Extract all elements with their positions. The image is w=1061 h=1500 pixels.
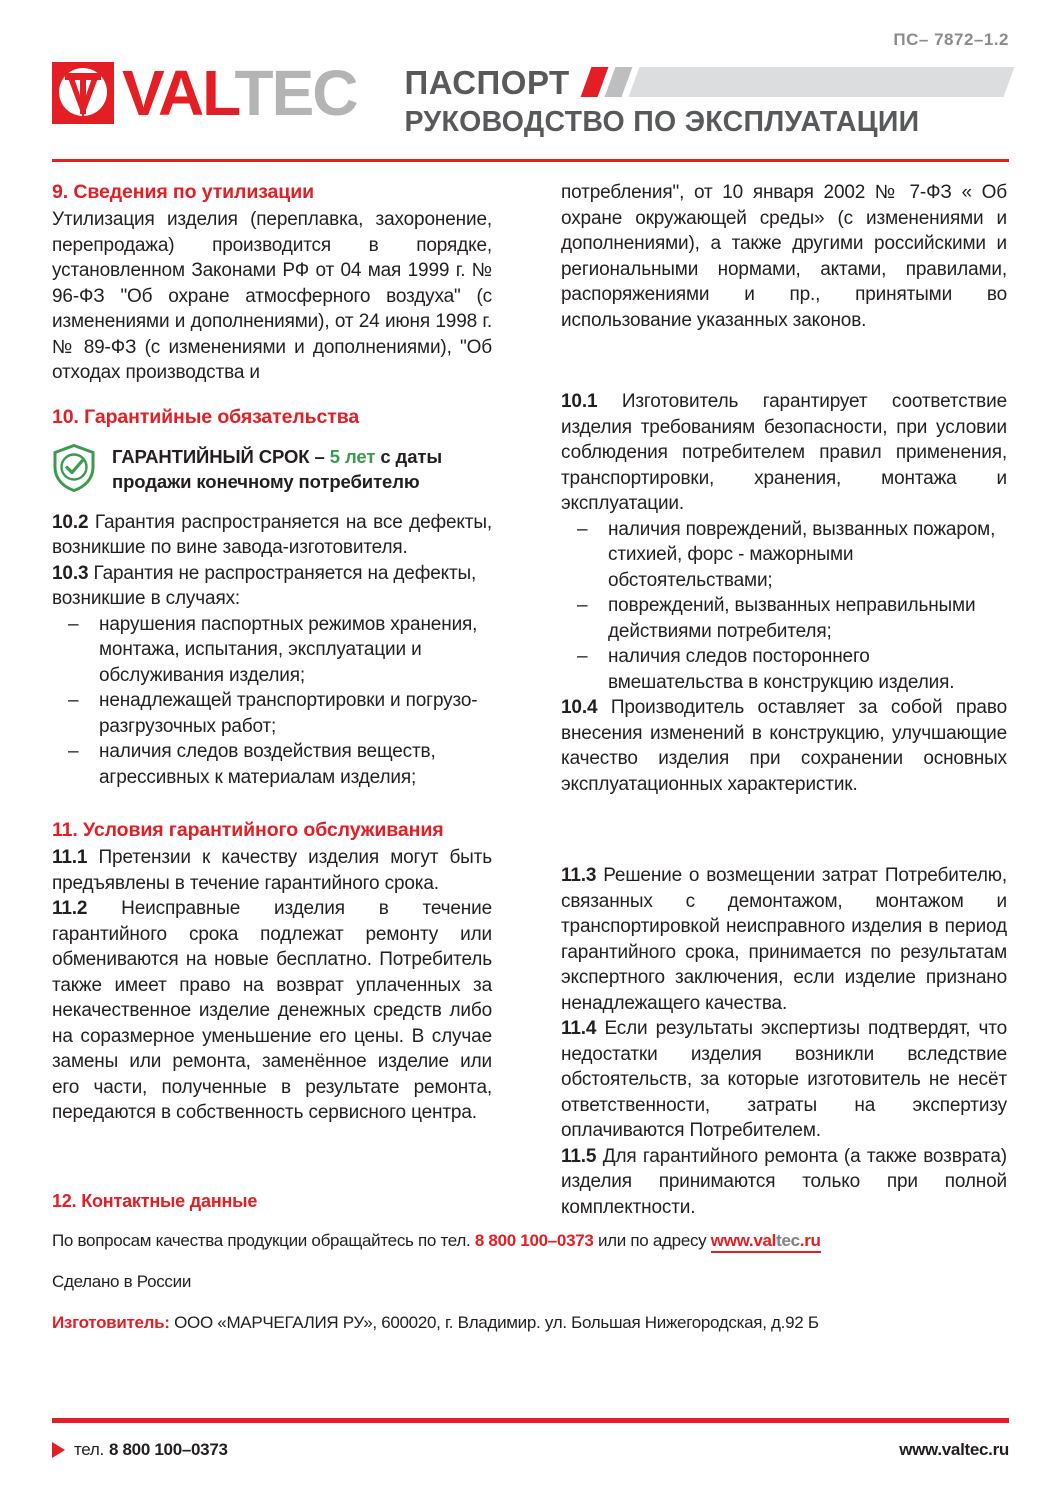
spacer [561,825,1007,853]
header-title-row [405,62,1010,102]
section-9-continuation: потребления", от 10 января 2002 № 7-ФЗ « Об охране окружающей среды» (с изменениями и дополнениями), а также другими российскими и региональными нормами, актами, правилами, распоряжениями и пр., принятыми во использование указанных законов. [561,182,1007,331]
list-item-text: наличия следов воздействия веществ, агрессивных к материалам изделия; [99,741,436,788]
spacer [52,790,492,818]
spacer [561,853,1007,863]
list-item [561,644,1007,695]
slash-light-icon [628,67,1014,97]
site-link-part-3: .ru [799,1231,821,1250]
clause-10-2-number: 10.2 [52,511,89,533]
valtec-wordmark [122,57,357,129]
section-10-heading: 10. Гарантийные обязательства [52,405,360,428]
clause-11-2-number: 11.2 [52,898,88,919]
list-item-text: наличия повреждений, вызванных пожаром, стихией, форс - мажорными обстоятельствами; [608,518,996,591]
document-number: ПС– 7872–1.2 [893,30,1009,49]
warranty-suffix: с даты [375,445,443,467]
shield-check-icon [52,440,98,498]
site-link-part-2: tec [776,1231,800,1250]
footer-divider [52,1418,1009,1423]
quality-contact-line [52,1230,1009,1251]
shield-check-svg [52,443,96,493]
list-item-text: нарушения паспортных режимов хранения, монтажа, испытания, эксплуатации и обслуживания изделия; [99,613,478,686]
section-11-heading: 11. Условия гарантийного обслуживания [52,819,444,841]
section-9-heading: 9. Сведения по утилизации [52,181,314,203]
slash-gray-icon [604,67,632,97]
section-10-1-bullet-list [561,517,1007,696]
quality-phone-number: 8 800 100–0373 [474,1231,594,1250]
manufacturer-label: Изготовитель: [52,1313,170,1332]
list-item-text: наличия следов постороннего вмешательства в конструкцию изделия. [608,646,955,693]
triangle-bullet-icon [52,1442,65,1458]
warranty-prefix: ГАРАНТИЙНЫЙ СРОК – [112,445,330,467]
clause-11-4 [561,1016,1007,1144]
clause-11-3 [561,863,1007,1016]
right-column [561,180,1007,1218]
document-header [52,57,1009,146]
page-footer [52,1418,1009,1460]
page-title: ПАСПОРТ [404,63,570,101]
slash-red-icon [580,67,608,97]
warranty-line-1 [112,444,442,469]
made-in-line: Сделано в России [52,1272,192,1291]
clause-11-2-text: Неисправные изделия в течение гарантийного срока подлежат ремонту или обмениваются на новые бесплатно. Потребитель также имеет право на возврат уплаченных за некачественное изделие денежных средств либо на соразмерное уменьшение его цены. В случае замены или ремонта, заменённое изделие или его части, полученные в результате ремонта, передаются в собственность сервисного центра. [52,898,492,1123]
dash-bullet-icon: – [68,741,79,762]
spacer [52,386,492,405]
list-item [52,739,492,790]
dash-bullet-icon: – [577,595,588,616]
clause-11-1-number: 11.1 [52,847,88,868]
dash-bullet-icon: – [68,690,79,711]
clause-11-4-text: Если результаты экспертизы подтвердят, что недостатки изделия возникли вследствие обстоятельств, за которые изготовитель не несёт ответственности, затраты на экспертизу оплачиваются Потребителем. [561,1018,1007,1141]
clause-10-2-text: Гарантия распространяется на все дефекты, возникшие по вине завода-изготовителя. [52,511,492,558]
clause-10-4-number: 10.4 [561,697,598,718]
page-subtitle: РУКОВОДСТВО ПО ЭКСПЛУАТАЦИИ [404,106,920,138]
clause-10-2 [52,510,492,561]
clause-11-1 [52,845,492,896]
valtec-logo [52,57,357,129]
clause-11-5-number: 11.5 [561,1145,597,1167]
valtec-website-link[interactable] [711,1231,821,1253]
spacer [561,333,1007,361]
list-item [52,688,492,739]
clause-10-3 [52,561,492,612]
column-gutter [498,180,561,1185]
list-item-text: ненадлежащей транспортировки и погрузо-разгрузочных работ; [99,690,478,737]
header-divider [52,159,1009,162]
dash-bullet-icon: – [577,646,588,667]
footer-website[interactable]: www.valtec.ru [899,1440,1009,1459]
spacer [561,361,1007,389]
dash-bullet-icon: – [68,613,79,635]
warranty-years: 5 лет [329,445,376,467]
dash-bullet-icon: – [577,518,588,540]
clause-11-2 [52,896,492,1126]
manufacturer-address: ООО «МАРЧЕГАЛИЯ РУ», 600020, г. Владимир. ул. Большая Нижегородская, д.92 Б [169,1313,819,1332]
list-item [561,593,1007,644]
section-9-paragraph: Утилизация изделия (переплавка, захоронение, перепродажа) производится в порядке, установленном Законами РФ от 04 мая 1999 г. № 96-ФЗ "Об охране атмосферного воздуха" (с изменениями и дополнениями), от 24 июня 1998 г. № 89-ФЗ (с изменениями и дополнениями), "Об отходах производства и [52,209,492,383]
quality-middle-text: или по адресу [593,1231,711,1250]
section-12-heading: 12. Контактные данные [52,1191,258,1211]
clause-10-1 [561,389,1007,517]
footer-row [52,1440,1009,1460]
warranty-badge [52,440,492,498]
footer-phone-block [52,1440,228,1460]
clause-11-5-text: Для гарантийного ремонта (а также возврата) изделия принимаются только при полной комплектности. [561,1145,1007,1218]
section-10-3-bullet-list [52,612,492,791]
list-item [52,612,492,689]
header-title-block [405,60,1010,139]
warranty-line-2: продажи конечному потребителю [112,470,420,492]
left-column [52,180,498,1185]
clause-10-3-text: Гарантия не распространяется на дефекты, возникшие в случаях: [52,562,477,609]
clause-10-4-text: Производитель оставляет за собой право внесения изменений в конструкцию, улучшающие качество изделия при сохранении основных эксплуатационных характеристик. [561,697,1007,795]
list-item-text: повреждений, вызванных неправильными действиями потребителя; [608,595,976,642]
manufacturer-line [52,1312,1009,1333]
clause-10-1-number: 10.1 [561,391,598,412]
list-item [561,517,1007,594]
clause-11-1-text: Претензии к качеству изделия могут быть предъявлены в течение гарантийного срока. [52,847,492,894]
header-slash-decoration [586,67,1009,97]
logo-val-text: VAL [122,57,235,129]
warranty-text-block [112,440,442,494]
clause-10-1-text: Изготовитель гарантирует соответствие изделия требованиям безопасности, при условии соблюдения потребителем правил применения, транспортировки, хранения, монтажа и эксплуатации. [561,391,1007,514]
clause-10-4 [561,695,1007,797]
footer-tel-label: тел. [74,1440,104,1459]
logo-tec-text: TEC [234,57,357,129]
clause-11-4-number: 11.4 [561,1018,597,1039]
site-link-part-1: www.val [710,1231,777,1250]
quality-prefix-text: По вопросам качества продукции обращайтесь по тел. [52,1231,475,1250]
emblem-t-stem [80,76,86,114]
clause-11-5 [561,1144,1007,1221]
footer-tel-number: 8 800 100–0373 [108,1440,228,1459]
valtec-emblem-icon [52,62,114,124]
clause-10-3-number: 10.3 [52,562,89,584]
clause-11-3-text: Решение о возмещении затрат Потребителю, связанных с демонтажом, монтажом и транспортировкой неисправного изделия в период гарантийного срока, принимается по результатам экспертного заключения, если изделие признано ненадлежащего качества. [561,865,1007,1014]
clause-11-3-number: 11.3 [561,865,597,886]
spacer [561,797,1007,825]
